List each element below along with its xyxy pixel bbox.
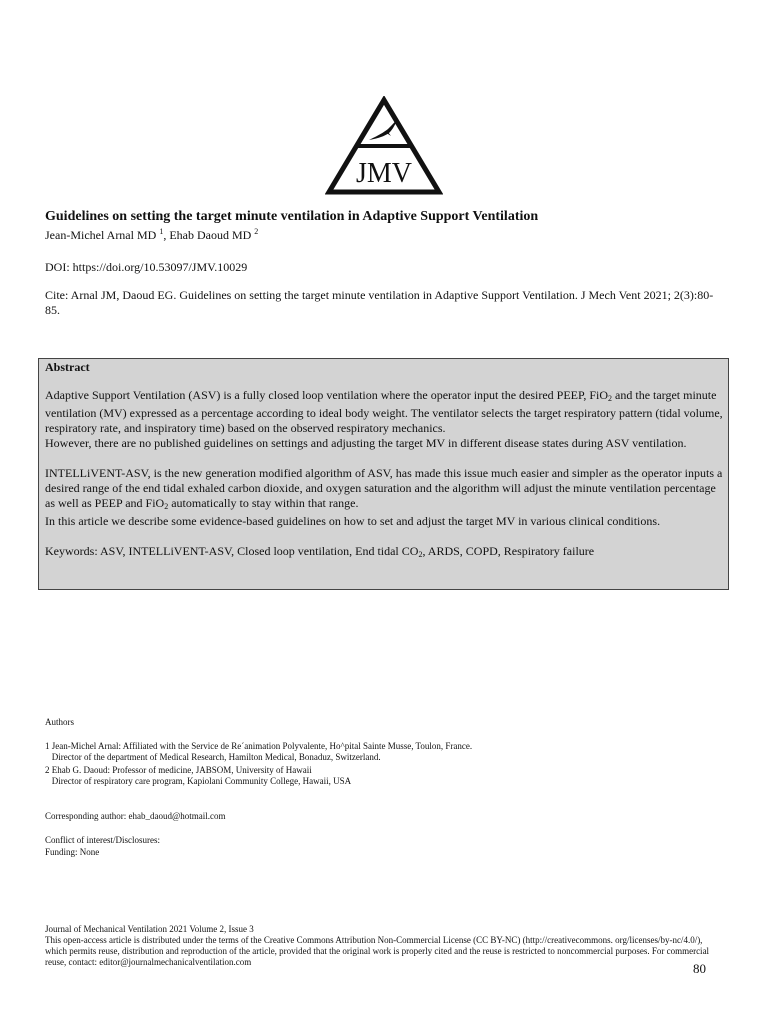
citation: Cite: Arnal JM, Daoud EG. Guidelines on setting the target minute ventilation in Adaptive Support Ventilation. J Mech Vent 2021; 2(3):80-85. bbox=[45, 288, 714, 317]
affiliation-line: Director of the department of Medical Research, Hamilton Medical, Bonaduz, Switzerland. bbox=[45, 752, 381, 762]
author-2: Ehab Daoud MD bbox=[169, 228, 252, 242]
author-1: Jean-Michel Arnal MD bbox=[45, 228, 157, 242]
footer bbox=[45, 924, 725, 968]
abstract-paragraph: Adaptive Support Ventilation (ASV) is a fully closed loop ventilation where the operator input the desired PEEP, FiO$_2$ and the target minute ventilation (MV) expressed as a percentage according to ideal body weight. The ventilator selects the target respiratory pattern (tidal volume, respiratory rate, and inspiratory time) based on the observed respiratory mechanics. bbox=[45, 388, 723, 435]
corresponding-author: Corresponding author: ehab_daoud@hotmail.com bbox=[45, 811, 226, 821]
svg-text:JMV: JMV bbox=[355, 158, 413, 189]
affiliation-line: 1 Jean-Michel Arnal: Affiliated with the Service de Re´animation Polyvalente, Ho^pital Sainte Musse, Toulon, France. bbox=[45, 741, 473, 751]
abstract-paragraph: However, there are no published guidelines on settings and adjusting the target MV in different disease states during ASV ventilation. bbox=[45, 436, 687, 450]
page-number: 80 bbox=[693, 961, 706, 976]
funding: Funding: None bbox=[45, 847, 100, 857]
conflict-of-interest: Conflict of interest/Disclosures: bbox=[45, 835, 160, 845]
keywords: Keywords: ASV, INTELLiVENT-ASV, Closed loop ventilation, End tidal $CO_2$, ARDS, COPD, Respiratory failure bbox=[45, 544, 595, 559]
jmv-logo bbox=[325, 96, 443, 196]
affiliation-line: Director of respiratory care program, Kapiolani Community College, Hawaii, USA bbox=[45, 776, 352, 786]
article-title: Guidelines on setting the target minute ventilation in Adaptive Support Ventilation bbox=[45, 209, 539, 224]
authors-heading: Authors bbox=[45, 717, 74, 727]
abstract-paragraph: INTELLiVENT-ASV, is the new generation modified algorithm of ASV, has made this issue much easier and simpler as the operator inputs a desired range of the end tidal exhaled carbon dioxide, and oxygen saturation and the algorithm will adjust the minute ventilation percentage as well as PEEP and FiO$_2$ automatically to stay within that range. bbox=[45, 466, 723, 511]
doi: DOI: https://doi.org/10.53097/JMV.10029 bbox=[45, 260, 248, 274]
author-line: Jean-Michel Arnal MD $^1$, Ehab Daoud MD $^2$ bbox=[45, 227, 259, 242]
abstract-heading: Abstract bbox=[45, 360, 90, 374]
license-text: This open-access article is distributed under the terms of the Creative Commons Attribution Non-Commercial License (CC BY-NC) (http://creativecommons. org/licenses/by-nc/4.0/), which permits reuse, distribution and reproduction of the article, provided that the original work is properly cited and the reuse is restricted to noncommercial purposes. For commercial reuse, contact: editor@journalmechanicalventilation.com bbox=[45, 935, 710, 967]
journal-issue: Journal of Mechanical Ventilation 2021 Volume 2, Issue 3 bbox=[45, 924, 254, 934]
affiliation-line: 2 Ehab G. Daoud: Professor of medicine, JABSOM, University of Hawaii bbox=[45, 765, 312, 775]
abstract-paragraph: In this article we describe some evidence-based guidelines on how to set and adjust the target MV in various clinical conditions. bbox=[45, 514, 661, 528]
abstract-body bbox=[45, 388, 723, 562]
